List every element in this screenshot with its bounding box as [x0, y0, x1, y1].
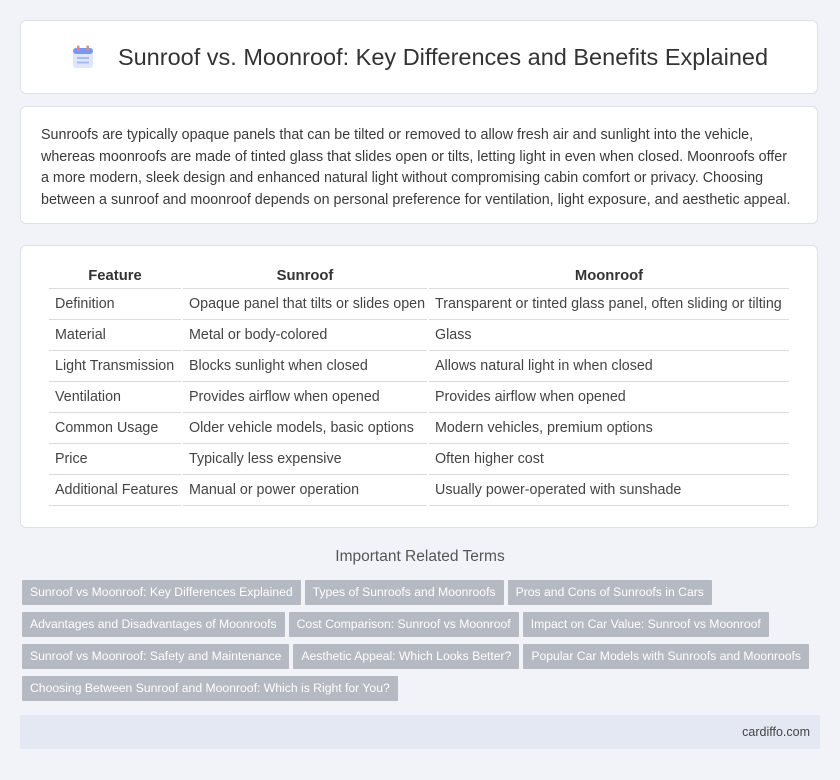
table-cell: Blocks sunlight when closed	[183, 351, 427, 382]
table-cell: Metal or body-colored	[183, 320, 427, 351]
column-header-moonroof: Moonroof	[429, 266, 789, 289]
column-header-sunroof: Sunroof	[183, 266, 427, 289]
header-card	[20, 20, 818, 94]
footer	[20, 715, 820, 749]
related-term-link[interactable]: Popular Car Models with Sunroofs and Moonroofs	[523, 644, 809, 669]
table-row	[49, 320, 789, 351]
table-cell: Allows natural light in when closed	[429, 351, 789, 382]
related-term-link[interactable]: Aesthetic Appeal: Which Looks Better?	[293, 644, 519, 669]
table-row	[49, 475, 789, 506]
table-row	[49, 444, 789, 475]
related-term-link[interactable]: Advantages and Disadvantages of Moonroofs	[22, 612, 285, 637]
related-term-link[interactable]: Types of Sunroofs and Moonroofs	[305, 580, 504, 605]
table-cell: Opaque panel that tilts or slides open	[183, 289, 427, 320]
table-cell: Ventilation	[49, 382, 181, 413]
table-cell: Material	[49, 320, 181, 351]
related-term-link[interactable]: Cost Comparison: Sunroof vs Moonroof	[289, 612, 519, 637]
footer-site-link[interactable]: cardiffo.com	[742, 725, 810, 739]
table-cell: Manual or power operation	[183, 475, 427, 506]
table-cell: Provides airflow when opened	[429, 382, 789, 413]
table-cell: Definition	[49, 289, 181, 320]
related-term-link[interactable]: Sunroof vs Moonroof: Key Differences Explained	[22, 580, 301, 605]
table-cell: Often higher cost	[429, 444, 789, 475]
table-cell: Common Usage	[49, 413, 181, 444]
related-terms-heading: Important Related Terms	[335, 548, 505, 565]
table-cell: Transparent or tinted glass panel, often sliding or tilting	[429, 289, 789, 320]
table-cell: Light Transmission	[49, 351, 181, 382]
related-term-link[interactable]: Pros and Cons of Sunroofs in Cars	[508, 580, 712, 605]
comparison-table	[47, 266, 791, 506]
table-row	[49, 413, 789, 444]
page-title: Sunroof vs. Moonroof: Key Differences and Benefits Explained	[117, 43, 769, 70]
table-row	[49, 289, 789, 320]
table-cell: Price	[49, 444, 181, 475]
table-cell: Glass	[429, 320, 789, 351]
table-row	[49, 351, 789, 382]
table-cell: Modern vehicles, premium options	[429, 413, 789, 444]
related-terms-list	[22, 580, 822, 708]
document-icon	[70, 44, 96, 70]
table-cell: Older vehicle models, basic options	[183, 413, 427, 444]
intro-card	[20, 106, 818, 224]
table-cell: Additional Features	[49, 475, 181, 506]
intro-paragraph: Sunroofs are typically opaque panels that can be tilted or removed to allow fresh air and sunlight into the vehicle, whereas moonroofs are made of tinted glass that slides open or tilts, letting light in even when closed. Moonroofs offer a more modern, sleek design and enhanced natural light without compromising cabin comfort or privacy. Choosing between a sunroof and moonroof depends on personal preference for ventilation, light exposure, and aesthetic appeal.	[41, 127, 791, 208]
comparison-table-card	[20, 245, 818, 528]
table-cell: Usually power-operated with sunshade	[429, 475, 789, 506]
table-cell: Typically less expensive	[183, 444, 427, 475]
related-term-link[interactable]: Sunroof vs Moonroof: Safety and Maintenance	[22, 644, 289, 669]
related-term-link[interactable]: Choosing Between Sunroof and Moonroof: Which is Right for You?	[22, 676, 398, 701]
table-cell: Provides airflow when opened	[183, 382, 427, 413]
column-header-feature: Feature	[49, 266, 181, 289]
related-term-link[interactable]: Impact on Car Value: Sunroof vs Moonroof	[523, 612, 769, 637]
table-header-row	[49, 266, 789, 289]
table-row	[49, 382, 789, 413]
